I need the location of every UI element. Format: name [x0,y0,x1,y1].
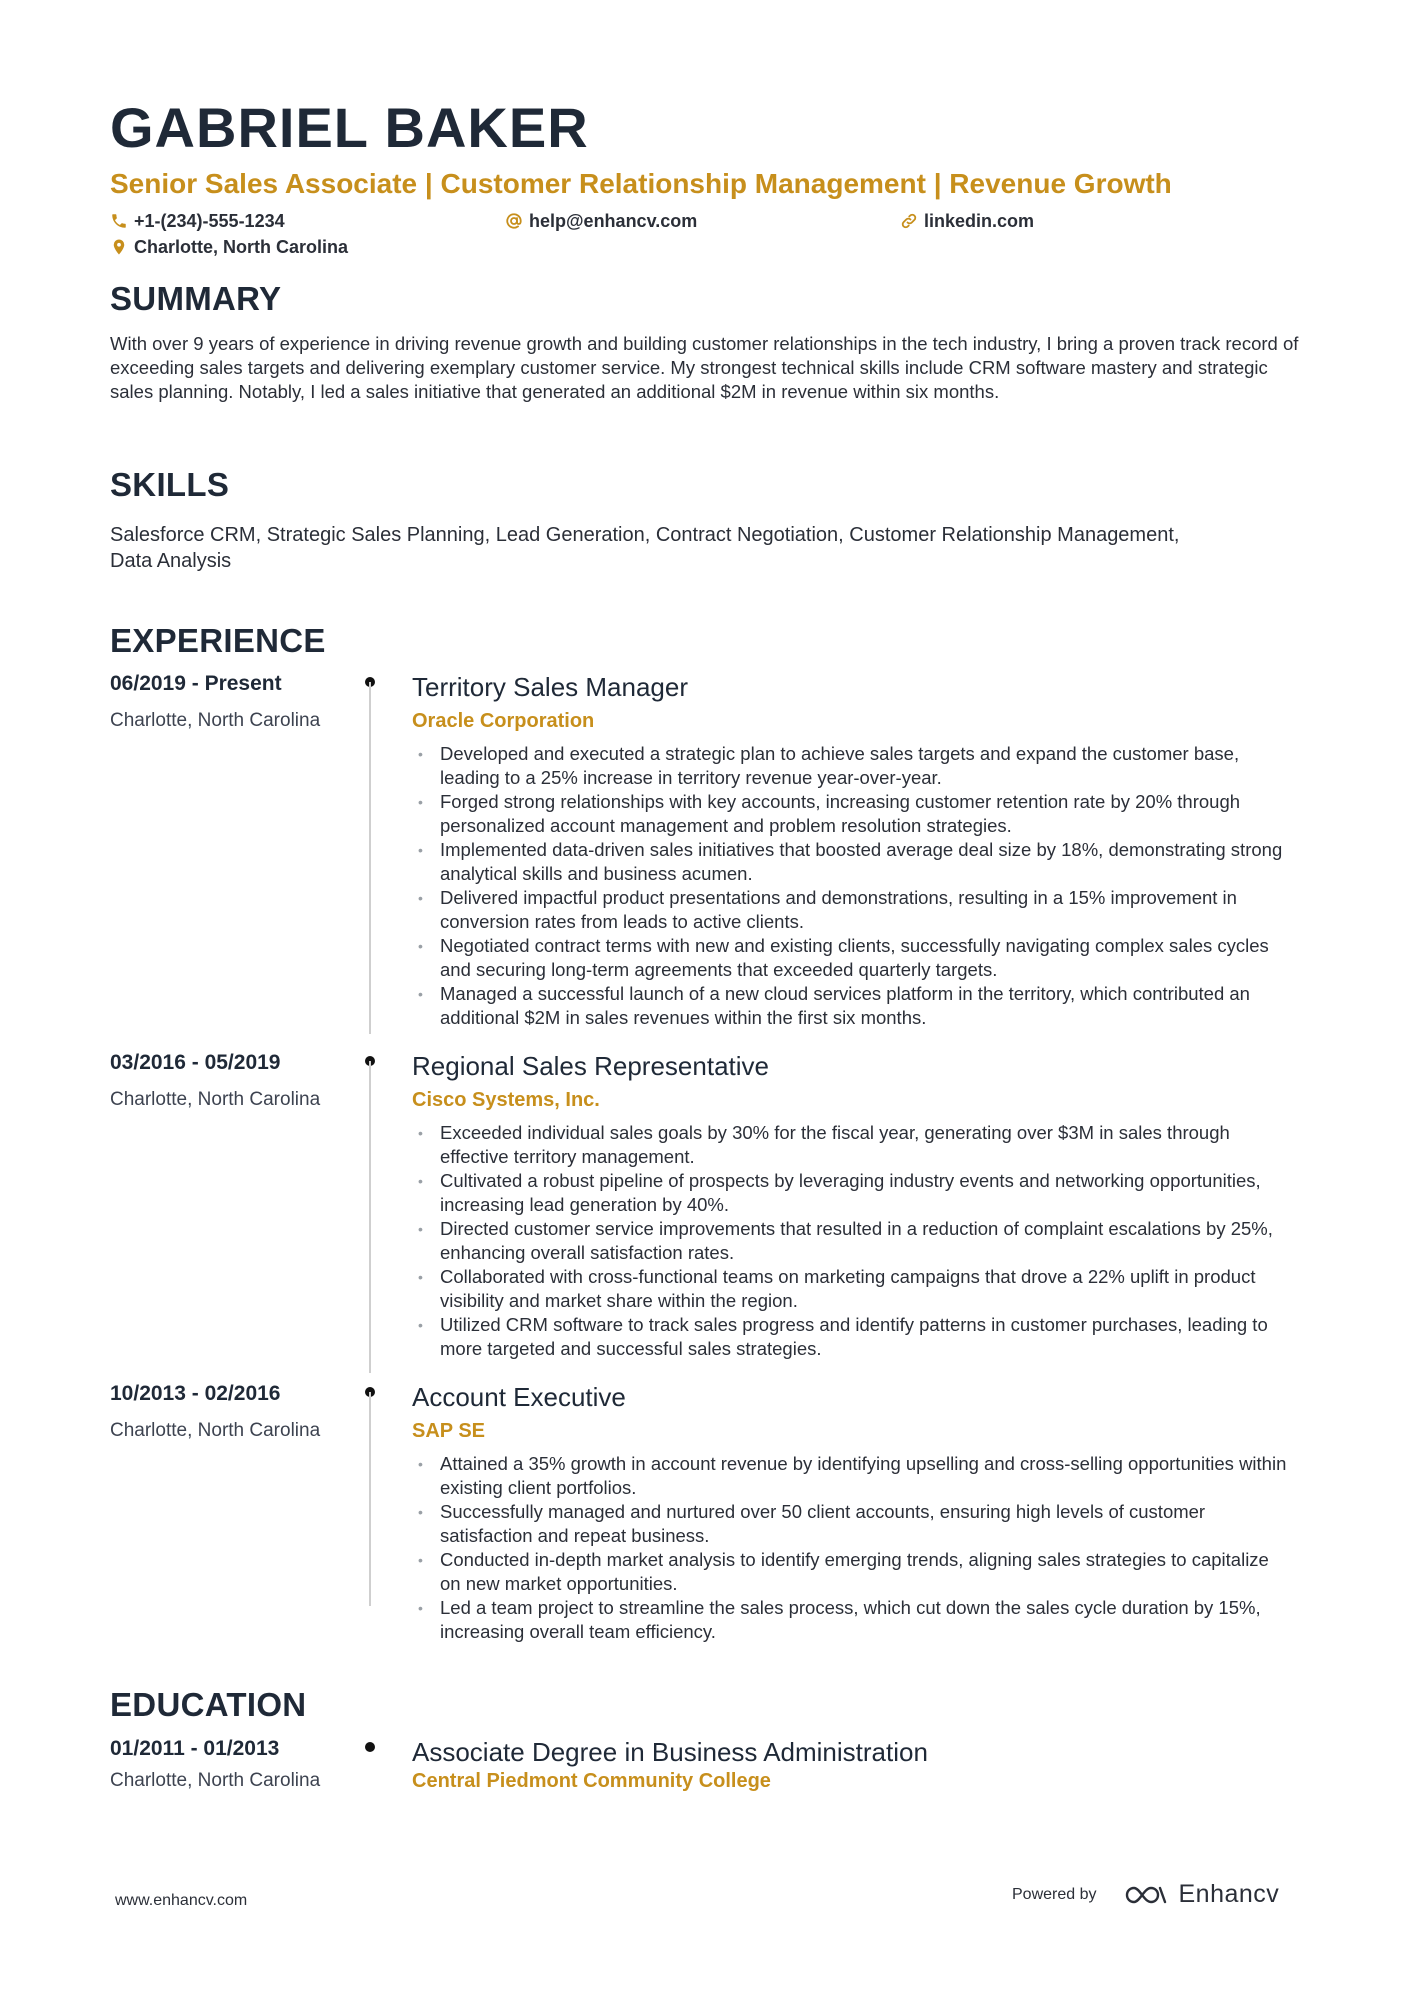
list-item: • Led a team project to streamline the sales process, which cut down the sales cycle duration by 15%, increasing overall team efficiency. [412,1596,1292,1644]
list-item: • Negotiated contract terms with new and existing clients, successfully navigating complex sales cycles and securing long-term agreements that exceeded quarterly targets. [412,934,1292,982]
education-location: Charlotte, North Carolina [110,1770,321,1791]
experience-location: Charlotte, North Carolina [110,710,321,731]
experience-dates: 03/2016 - 05/2019 [110,1051,281,1074]
resume-page [110,92,1310,1792]
education-school: Central Piedmont Community College [412,1770,771,1792]
education-heading: EDUCATION [110,1686,307,1723]
list-item: • Cultivated a robust pipeline of prospects by leveraging industry events and networking opportunities, increasing lead generation by 40%. [412,1169,1292,1217]
list-item: • Managed a successful launch of a new cloud services platform in the territory, which contributed an additional $2M in sales revenues within the first six months. [412,982,1292,1030]
candidate-headline: Senior Sales Associate | Customer Relationship Management | Revenue Growth [110,168,1172,199]
list-item: • Exceeded individual sales goals by 30% for the fiscal year, generating over $3M in sales through effective territory management. [412,1121,1292,1169]
at-icon [505,212,523,230]
experience-bullets [412,1121,1292,1361]
enhancv-logo-icon [1123,1882,1169,1908]
summary-heading: SUMMARY [110,280,282,317]
location-text: Charlotte, North Carolina [134,236,349,257]
candidate-name: GABRIEL BAKER [110,96,589,159]
powered-by-label: Powered by [1012,1885,1097,1903]
experience-company: Oracle Corporation [412,710,595,732]
email-text: help@enhancv.com [529,210,698,231]
summary-text: With over 9 years of experience in driving revenue growth and building customer relationships in the tech industry, I bring a proven track record of exceeding sales targets and delivering exemplary customer service. My strongest technical skills include CRM software mastery and strategic sales planning. Notably, I led a sales initiative that generated an additional $2M in revenue within six months. [110,333,1299,402]
list-item: • Delivered impactful product presentations and demonstrations, resulting in a 15% improvement in conversion rates from leads to active clients. [412,886,1292,934]
list-item: • Developed and executed a strategic plan to achieve sales targets and expand the customer base, leading to a 25% increase in territory revenue year-over-year. [412,742,1292,790]
education-dates: 01/2011 - 01/2013 [110,1737,280,1760]
experience-role: Regional Sales Representative [412,1051,769,1081]
experience-company: SAP SE [412,1420,485,1442]
map-pin-icon [110,238,128,256]
list-item: • Attained a 35% growth in account revenue by identifying upselling and cross-selling opportunities within existing client portfolios. [412,1452,1292,1500]
experience-company: Cisco Systems, Inc. [412,1089,600,1111]
contact-row [110,208,1310,260]
list-item: • Implemented data-driven sales initiatives that boosted average deal size by 18%, demonstrating strong analytical skills and business acumen. [412,838,1292,886]
timeline-line [369,682,371,1034]
contact-location [110,234,505,260]
timeline-line [369,1061,371,1373]
list-item: • Forged strong relationships with key accounts, increasing customer retention rate by 20% through personalized account management and problem resolution strategies. [412,790,1292,838]
experience-location: Charlotte, North Carolina [110,1089,321,1110]
experience-dates: 10/2013 - 02/2016 [110,1382,281,1405]
footer-website[interactable]: www.enhancv.com [115,1892,248,1909]
experience-location: Charlotte, North Carolina [110,1420,321,1441]
list-item: • Successfully managed and nurtured over 50 client accounts, ensuring high levels of customer satisfaction and repeat business. [412,1500,1292,1548]
experience-bullets [412,742,1292,1030]
phone-text: +1-(234)-555-1234 [134,210,285,231]
skills-heading: SKILLS [110,466,230,503]
experience-heading: EXPERIENCE [110,622,326,659]
skills-text: Salesforce CRM, Strategic Sales Planning, Lead Generation, Contract Negotiation, Customer Relationship Management, Data Analysis [110,524,1180,572]
experience-bullets [412,1452,1292,1644]
phone-icon [110,212,128,230]
brand-name: Enhancv [1178,1880,1280,1908]
footer-branding [1012,1880,1279,1909]
contact-link[interactable] [900,208,1295,234]
list-item: • Collaborated with cross-functional teams on marketing campaigns that drove a 22% uplift in product visibility and market share within the region. [412,1265,1292,1313]
experience-dates: 06/2019 - Present [110,672,282,695]
experience-role: Account Executive [412,1382,626,1412]
experience-role: Territory Sales Manager [412,672,688,702]
list-item: • Utilized CRM software to track sales progress and identify patterns in customer purchases, leading to more targeted and successful sales strategies. [412,1313,1292,1361]
list-item: • Directed customer service improvements that resulted in a reduction of complaint escalations by 25%, enhancing overall satisfaction rates. [412,1217,1292,1265]
contact-phone[interactable] [110,208,505,234]
link-text: linkedin.com [924,210,1035,231]
contact-email[interactable] [505,208,900,234]
link-icon [900,212,918,230]
education-degree: Associate Degree in Business Administration [412,1737,928,1767]
timeline-line [369,1392,371,1606]
timeline-dot [365,1742,375,1752]
list-item: • Conducted in-depth market analysis to identify emerging trends, aligning sales strategies to capitalize on new market opportunities. [412,1548,1292,1596]
